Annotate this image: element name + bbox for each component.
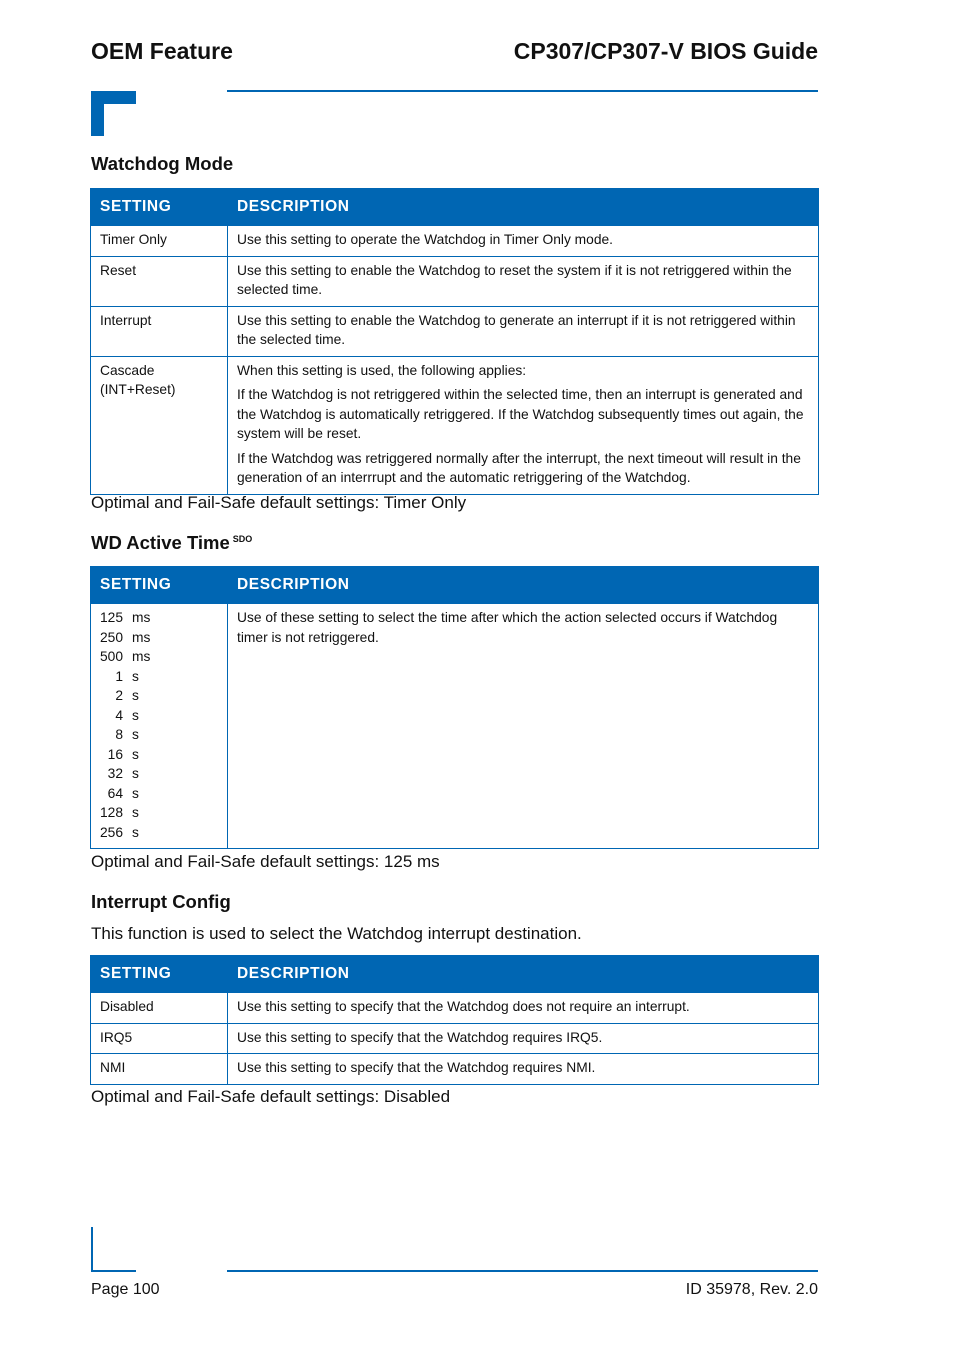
table-row — [91, 226, 819, 257]
column-header-description: DESCRIPTION — [228, 567, 819, 604]
description-paragraph: When this setting is used, the following applies: — [237, 362, 527, 378]
default-setting-note: Optimal and Fail-Safe default settings: Disabled — [91, 1087, 451, 1106]
time-value: 2 — [115, 688, 123, 703]
corner-mark-top-vertical — [91, 91, 104, 136]
time-unit: s — [132, 824, 139, 840]
setting-cell — [91, 604, 228, 849]
default-setting-note: Optimal and Fail-Safe default settings: 125 ms — [91, 852, 440, 871]
table-row — [91, 256, 819, 306]
setting-line: Cascade — [100, 362, 155, 378]
watchdog-mode-table — [90, 188, 819, 495]
column-header-description: DESCRIPTION — [228, 956, 819, 993]
table-header-row — [91, 956, 819, 993]
section-title-watchdog-mode: Watchdog Mode — [91, 153, 234, 174]
time-value: 500 — [100, 649, 124, 664]
setting-line: (INT+Reset) — [100, 382, 176, 397]
setting-cell: IRQ5 — [91, 1023, 228, 1054]
table-row — [91, 993, 819, 1024]
time-value: 125 — [100, 610, 124, 625]
table-row — [91, 1054, 819, 1085]
footer-document-id: ID 35978, Rev. 2.0 — [685, 1281, 818, 1298]
time-unit: s — [132, 766, 139, 781]
time-value: 16 — [107, 746, 123, 762]
time-value: 64 — [107, 785, 123, 801]
time-unit: s — [132, 688, 139, 703]
setting-cell: Interrupt — [91, 306, 228, 356]
default-setting-note: Optimal and Fail-Safe default settings: Timer Only — [91, 493, 467, 512]
description-cell: Use this setting to enable the Watchdog to generate an interrupt if it is not retriggered within the selected time. — [228, 306, 819, 356]
footer-rule — [227, 1270, 818, 1272]
description-paragraph: If the Watchdog is not retriggered within the selected time, then an interrupt is generated and the Watchdog is automatically retriggered. If the Watchdog subsequently times out again, the system will be reset. — [237, 387, 804, 441]
header-right-title: CP307/CP307-V BIOS Guide — [513, 38, 818, 64]
table-header-row — [91, 189, 819, 226]
header-rule — [227, 90, 818, 92]
time-options-list — [100, 608, 218, 842]
interrupt-config-table — [90, 955, 819, 1085]
setting-cell — [91, 356, 228, 494]
description-cell: Use this setting to enable the Watchdog to reset the system if it is not retriggered within the selected time. — [228, 256, 819, 306]
time-unit: s — [132, 785, 139, 801]
setting-cell: NMI — [91, 1054, 228, 1085]
column-header-setting: SETTING — [91, 189, 228, 226]
time-unit: ms — [132, 610, 151, 625]
time-value: 1 — [115, 668, 123, 684]
time-value: 32 — [107, 766, 123, 781]
time-unit: s — [132, 727, 139, 742]
column-header-description: DESCRIPTION — [228, 189, 819, 226]
section-title-text: WD Active Time — [91, 532, 230, 553]
time-value: 8 — [115, 727, 123, 742]
description-cell: Use this setting to specify that the Watchdog does not require an interrupt. — [228, 993, 819, 1024]
section-intro: This function is used to select the Watchdog interrupt destination. — [91, 924, 582, 943]
time-unit: s — [132, 805, 139, 820]
table-row — [91, 604, 819, 849]
section-title-interrupt-config: Interrupt Config — [91, 891, 231, 912]
time-unit: ms — [132, 629, 151, 645]
table-header-row — [91, 567, 819, 604]
time-value: 128 — [100, 805, 124, 820]
setting-cell: Disabled — [91, 993, 228, 1024]
description-cell — [228, 356, 819, 494]
description-paragraph: If the Watchdog was retriggered normally after the interrupt, the next timeout will result in the generation of an interrrupt and the automatic retriggering of the Watchdog. — [237, 450, 801, 485]
time-unit: ms — [132, 649, 151, 664]
time-unit: s — [132, 746, 139, 762]
header-left-title: OEM Feature — [91, 38, 233, 64]
table-row — [91, 306, 819, 356]
footer-page-number: Page 100 — [91, 1281, 160, 1298]
time-value: 256 — [100, 824, 124, 840]
column-header-setting: SETTING — [91, 956, 228, 993]
section-title-wd-active-time — [91, 532, 252, 554]
setting-cell: Timer Only — [91, 226, 228, 257]
time-unit: s — [132, 707, 139, 723]
description-cell: Use of these setting to select the time after which the action selected occurs if Watchdog timer is not retriggered. — [228, 604, 819, 849]
time-value: 250 — [100, 629, 124, 645]
description-cell: Use this setting to specify that the Watchdog requires NMI. — [228, 1054, 819, 1085]
table-row — [91, 356, 819, 494]
description-cell: Use this setting to operate the Watchdog in Timer Only mode. — [228, 226, 819, 257]
description-cell: Use this setting to specify that the Watchdog requires IRQ5. — [228, 1023, 819, 1054]
corner-mark-bottom-horizontal — [91, 1270, 136, 1272]
time-value: 4 — [115, 707, 123, 723]
wd-active-time-table — [90, 566, 819, 849]
column-header-setting: SETTING — [91, 567, 228, 604]
setting-cell: Reset — [91, 256, 228, 306]
table-row — [91, 1023, 819, 1054]
time-unit: s — [132, 668, 139, 684]
corner-mark-bottom-vertical — [91, 1227, 93, 1272]
title-superscript: SDO — [232, 533, 253, 544]
